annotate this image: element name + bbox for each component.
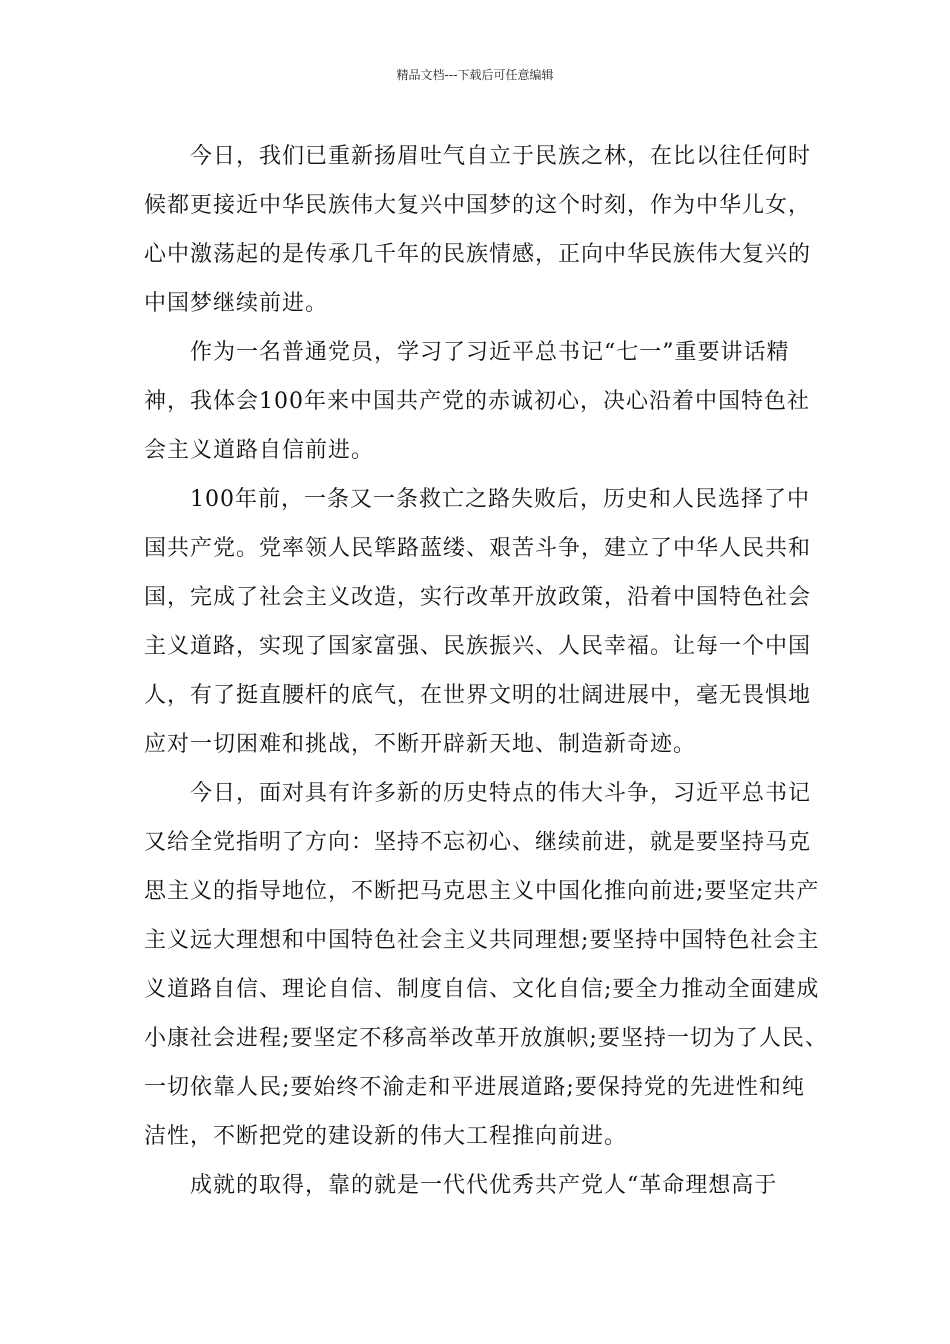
text-line: 主义远大理想和中国特色社会主义共同理想;要坚持中国特色社会主 [144,928,820,953]
text-line: 中国梦继续前进。 [144,291,329,316]
paragraph [144,475,810,769]
text-line: 候都更接近中华民族伟大复兴中国梦的这个时刻，作为中华儿女， [144,193,812,218]
text-line: 作为一名普通党员，学习了习近平总书记“七一”重要讲话精 [190,340,790,365]
text-line: 今日，我们已重新扬眉吐气自立于民族之林，在比以往任何时 [190,144,812,169]
text-line: 会主义道路自信前进。 [144,438,375,463]
text-line: 神，我体会100年来中国共产党的赤诚初心，决心沿着中国特色社 [144,389,810,414]
document-body [144,132,828,1210]
text-line: 成就的取得，靠的就是一代代优秀共产党人“革命理想高于 [190,1173,778,1198]
paragraph [144,769,828,1161]
page-header: 精品文档---下载后可任意编辑 [396,68,554,82]
paragraph [144,1161,810,1210]
text-line: 洁性，不断把党的建设新的伟大工程推向前进。 [144,1124,628,1149]
text-line: 主义道路，实现了国家富强、民族振兴、人民幸福。让每一个中国 [144,634,812,659]
text-line: 国，完成了社会主义改造，实行改革开放政策，沿着中国特色社会 [144,585,812,610]
text-line: 思主义的指导地位，不断把马克思主义中国化推向前进;要坚定共产 [144,879,820,904]
text-line: 义道路自信、理论自信、制度自信、文化自信;要全力推动全面建成 [144,977,820,1002]
text-line: 今日，面对具有许多新的历史特点的伟大斗争，习近平总书记 [190,781,812,806]
paragraph [144,132,810,328]
text-line: 国共产党。党率领人民筚路蓝缕、艰苦斗争，建立了中华人民共和 [144,536,812,561]
text-line: 小康社会进程;要坚定不移高举改革开放旗帜;要坚持一切为了人民、 [144,1026,828,1051]
text-line: 一切依靠人民;要始终不渝走和平进展道路;要保持党的先进性和纯 [144,1075,805,1100]
text-line: 人，有了挺直腰杆的底气，在世界文明的壮阔进展中，毫无畏惧地 [144,683,812,708]
text-line: 又给全党指明了方向：坚持不忘初心、继续前进，就是要坚持马克 [144,830,812,855]
text-line: 心中激荡起的是传承几千年的民族情感，正向中华民族伟大复兴的 [144,242,812,267]
text-line: 100年前，一条又一条救亡之路失败后，历史和人民选择了中 [190,487,810,512]
paragraph [144,328,810,475]
text-line: 应对一切困难和挑战，不断开辟新天地、制造新奇迹。 [144,732,697,757]
